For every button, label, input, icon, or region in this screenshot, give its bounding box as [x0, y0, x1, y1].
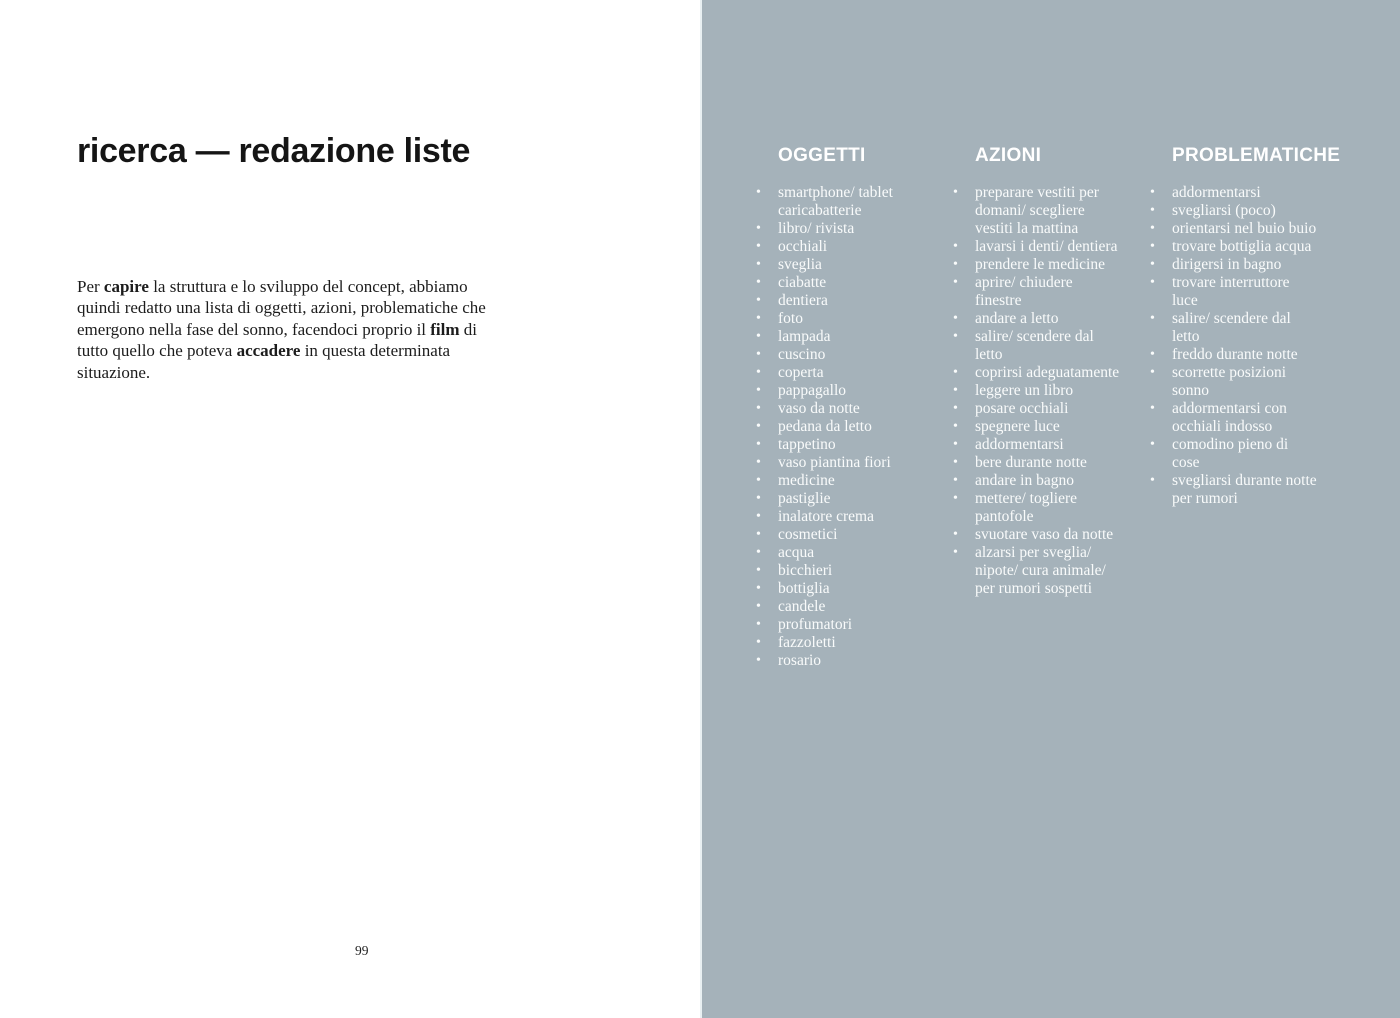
list-item: • aprire/ chiudere finestre	[950, 274, 1121, 310]
list-item: • svegliarsi (poco)	[1147, 202, 1318, 220]
list-item: • pastiglie	[753, 490, 924, 508]
list-item: • andare a letto	[950, 310, 1121, 328]
list-item: • occhiali	[753, 238, 924, 256]
list-item: • rosario	[753, 652, 924, 670]
list-item: • orientarsi nel buio buio	[1147, 220, 1318, 238]
list-item: • addormentarsi	[1147, 184, 1318, 202]
list-item: • freddo durante notte	[1147, 346, 1318, 364]
column-header-oggetti: OGGETTI	[778, 145, 866, 166]
list-item: • foto	[753, 310, 924, 328]
list-item: • dentiera	[753, 292, 924, 310]
lists-panel	[700, 0, 1400, 1018]
list-item: • trovare interruttore luce	[1147, 274, 1318, 310]
column-oggetti	[753, 146, 924, 670]
list-item: • bottiglia	[753, 580, 924, 598]
list-item: • fazzoletti	[753, 634, 924, 652]
list-item: • coprirsi adeguatamente	[950, 364, 1121, 382]
column-azioni	[950, 146, 1121, 670]
list-item: • smartphone/ tablet caricabatterie	[753, 184, 924, 220]
list-item: • ciabatte	[753, 274, 924, 292]
list-item: • vaso da notte	[753, 400, 924, 418]
list-item: • comodino pieno di cose	[1147, 436, 1318, 472]
list-item: • lavarsi i denti/ dentiera	[950, 238, 1121, 256]
list-item: • cosmetici	[753, 526, 924, 544]
list-item: • prendere le medicine	[950, 256, 1121, 274]
list-item: • candele	[753, 598, 924, 616]
list-item: • pedana da letto	[753, 418, 924, 436]
list-item: • bere durante notte	[950, 454, 1121, 472]
list-item: • addormentarsi	[950, 436, 1121, 454]
list-item: • pappagallo	[753, 382, 924, 400]
column-header-azioni: AZIONI	[975, 145, 1042, 166]
list-item: • sveglia	[753, 256, 924, 274]
list-item: • alzarsi per sveglia/ nipote/ cura animale/ per rumori sospetti	[950, 544, 1121, 598]
list-item: • salire/ scendere dal letto	[1147, 310, 1318, 346]
list-item: • preparare vestiti per domani/ scegliere vestiti la mattina	[950, 184, 1121, 238]
list-item: • leggere un libro	[950, 382, 1121, 400]
list-item: • spegnere luce	[950, 418, 1121, 436]
list-item: • trovare bottiglia acqua	[1147, 238, 1318, 256]
list-item: • bicchieri	[753, 562, 924, 580]
list-item: • medicine	[753, 472, 924, 490]
page-title: ricerca — redazione liste	[77, 132, 471, 170]
list-item: • scorrette posizioni sonno	[1147, 364, 1318, 400]
list-item: • libro/ rivista	[753, 220, 924, 238]
page-number: 99	[355, 943, 369, 958]
list-item: • inalatore crema	[753, 508, 924, 526]
list-item: • addormentarsi con occhiali indosso	[1147, 400, 1318, 436]
list-item: • tappetino	[753, 436, 924, 454]
list-item: • profumatori	[753, 616, 924, 634]
list-item: • coperta	[753, 364, 924, 382]
list-item: • svuotare vaso da notte	[950, 526, 1121, 544]
list-item: • cuscino	[753, 346, 924, 364]
column-problematiche	[1147, 145, 1341, 670]
list-item: • andare in bagno	[950, 472, 1121, 490]
column-header-problematiche: PROBLEMATICHE	[1172, 145, 1341, 166]
list-columns	[753, 145, 1341, 670]
intro-paragraph: Per capire la struttura e lo sviluppo del concept, abbiamo quindi redatto una lista di oggetti, azioni, problematiche che emergono nella fase del sonno, facendoci proprio il film di tutto quello che poteva accadere in questa determinata situazione.	[77, 277, 486, 382]
bullet-list-problematiche	[1147, 184, 1318, 508]
bullet-list-azioni	[950, 184, 1121, 598]
bullet-list-oggetti	[753, 184, 924, 670]
list-item: • mettere/ togliere pantofole	[950, 490, 1121, 526]
list-item: • svegliarsi durante notte per rumori	[1147, 472, 1318, 508]
list-item: • dirigersi in bagno	[1147, 256, 1318, 274]
list-item: • salire/ scendere dal letto	[950, 328, 1121, 364]
list-item: • posare occhiali	[950, 400, 1121, 418]
list-item: • vaso piantina fiori	[753, 454, 924, 472]
list-item: • lampada	[753, 328, 924, 346]
list-item: • acqua	[753, 544, 924, 562]
